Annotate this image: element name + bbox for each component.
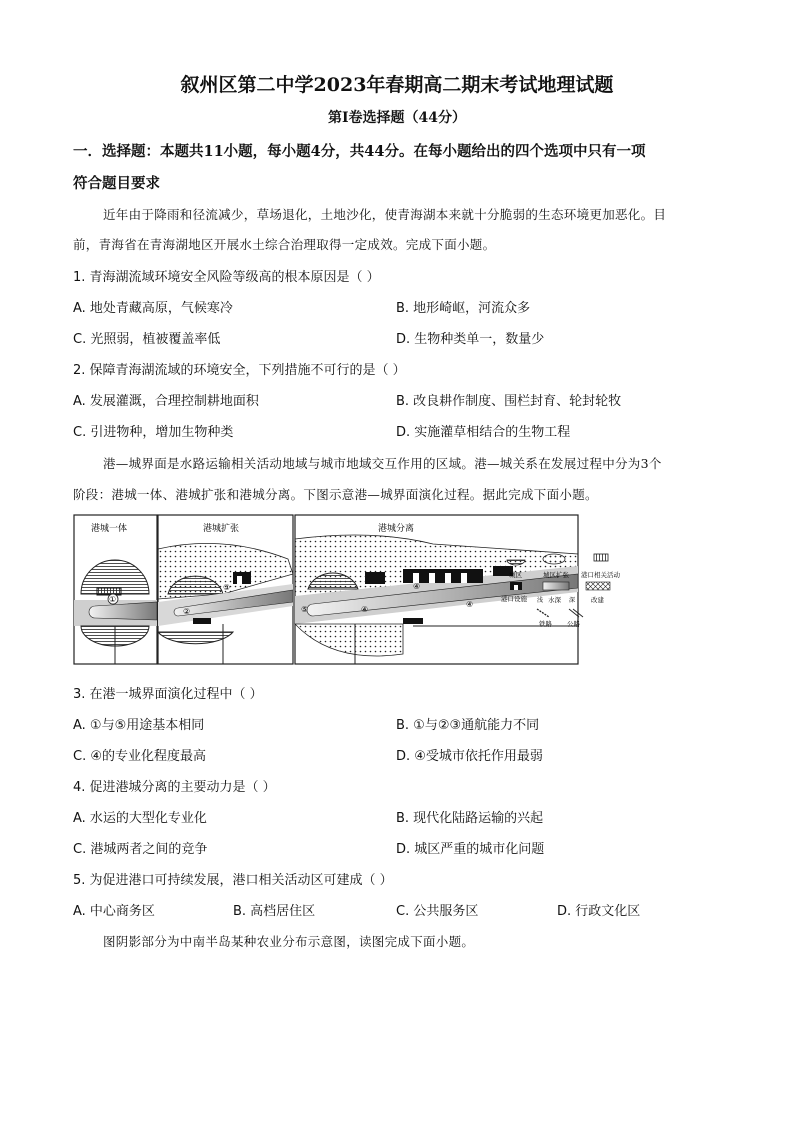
question-3-option-b[interactable]: B. ①与②③通航能力不同: [396, 718, 540, 733]
panel-2-title: 港城扩张: [203, 524, 240, 534]
panel-1-title: 港城一体: [91, 524, 128, 534]
panel-3-title: 港城分离: [378, 524, 415, 534]
legend-shallow: 浅: [537, 597, 544, 604]
part-heading: 第Ⅰ卷选择题（44分）: [327, 110, 467, 126]
passage-1-line2: 前，青海省在青海湖地区开展水土综合治理取得一定成效。完成下面小题。: [73, 237, 496, 252]
question-5-option-d[interactable]: D. 行政文化区: [557, 904, 641, 919]
question-5-option-b[interactable]: B. 高档居住区: [233, 904, 316, 919]
question-4-stem: 4. 促进港城分离的主要动力是（ ）: [73, 780, 276, 795]
question-5-stem: 5. 为促进港口可持续发展，港口相关活动区可建成（ ）: [73, 873, 393, 888]
question-5-option-c[interactable]: C. 公共服务区: [396, 904, 479, 919]
question-1-option-c[interactable]: C. 光照弱，植被覆盖率低: [73, 332, 221, 347]
mark-4-left: ④: [361, 605, 369, 614]
section-instructions-line1: 一．选择题：本题共11小题，每小题4分，共44分。在每小题给出的四个选项中只有一项: [73, 143, 646, 160]
legend-port-activity: 港口相关活动: [581, 571, 620, 579]
question-2-option-a[interactable]: A. 发展灌溉，合理控制耕地面积: [73, 394, 259, 409]
question-1-option-d[interactable]: D. 生物种类单一，数量少: [396, 332, 545, 347]
mark-5: ⑤: [301, 605, 309, 614]
legend-expansion: 城区扩张: [543, 571, 569, 579]
legend-deep: 深: [569, 597, 576, 604]
question-1-stem: 1. 青海湖流域环境安全风险等级高的根本原因是（ ）: [73, 270, 380, 285]
mark-4-lower: ④: [466, 600, 474, 609]
question-4-option-c[interactable]: C. 港城两者之间的竞争: [73, 842, 208, 857]
port-city-interface-figure: [73, 514, 725, 666]
passage-2-line1: 港—城界面是水路运输相关活动地域与城市地域交互作用的区域。港—城关系在发展过程中分为3个: [103, 456, 662, 471]
legend-city: 城区: [509, 571, 522, 579]
panel-port-city-expansion: [158, 515, 293, 664]
question-5-option-a[interactable]: A. 中心商务区: [73, 904, 155, 919]
question-3-stem: 3. 在港一城界面演化过程中（ ）: [73, 687, 263, 702]
question-2-option-d[interactable]: D. 实施灌草相结合的生物工程: [396, 425, 571, 440]
question-2-stem: 2. 保障青海湖流域的环境安全，下列措施不可行的是（ ）: [73, 363, 406, 378]
passage-3: 图阴影部分为中南半岛某种农业分布示意图，读图完成下面小题。: [103, 934, 475, 949]
section-instructions-line2: 符合题目要求: [73, 175, 160, 192]
panel-port-city-separation: [295, 515, 578, 664]
exam-title: 叙州区第二中学2023年春期高二期末考试地理试题: [180, 74, 614, 96]
mark-3: ③: [223, 583, 231, 592]
passage-1-line1: 近年由于降雨和径流减少，草场退化，土地沙化，使青海湖本来就十分脆弱的生态环境更加恶化。目: [103, 207, 667, 222]
question-1-option-b[interactable]: B. 地形崎岖，河流众多: [396, 301, 531, 316]
legend-railway: 铁路: [539, 620, 552, 628]
legend-highway: 公路: [567, 620, 580, 628]
question-3-option-d[interactable]: D. ④受城市依托作用最弱: [396, 749, 543, 764]
question-4-option-b[interactable]: B. 现代化陆路运输的兴起: [396, 811, 544, 826]
question-2-option-c[interactable]: C. 引进物种，增加生物种类: [73, 425, 234, 440]
passage-2-line2: 阶段：港城一体、港城扩张和港城分离。下图示意港—城界面演化过程。据此完成下面小题。: [73, 487, 598, 502]
question-4-option-d[interactable]: D. 城区严重的城市化问题: [396, 842, 545, 857]
question-3-option-c[interactable]: C. ④的专业化程度最高: [73, 749, 206, 764]
mark-2: ②: [183, 607, 191, 616]
question-2-option-b[interactable]: B. 改良耕作制度、围栏封育、轮封轮牧: [396, 394, 622, 409]
mark-4-upper: ④: [413, 582, 421, 591]
question-3-option-a[interactable]: A. ①与⑤用途基本相同: [73, 718, 205, 733]
legend-water-depth: 水深: [548, 596, 561, 604]
panel-port-city-integration: [74, 515, 157, 664]
legend-port-facility: 港口设施: [501, 595, 527, 603]
legend-reconstruction: 改建: [591, 596, 604, 604]
question-4-option-a[interactable]: A. 水运的大型化专业化: [73, 811, 207, 826]
question-1-option-a[interactable]: A. 地处青藏高原，气候寒冷: [73, 301, 233, 316]
mark-1: ①: [109, 595, 117, 604]
